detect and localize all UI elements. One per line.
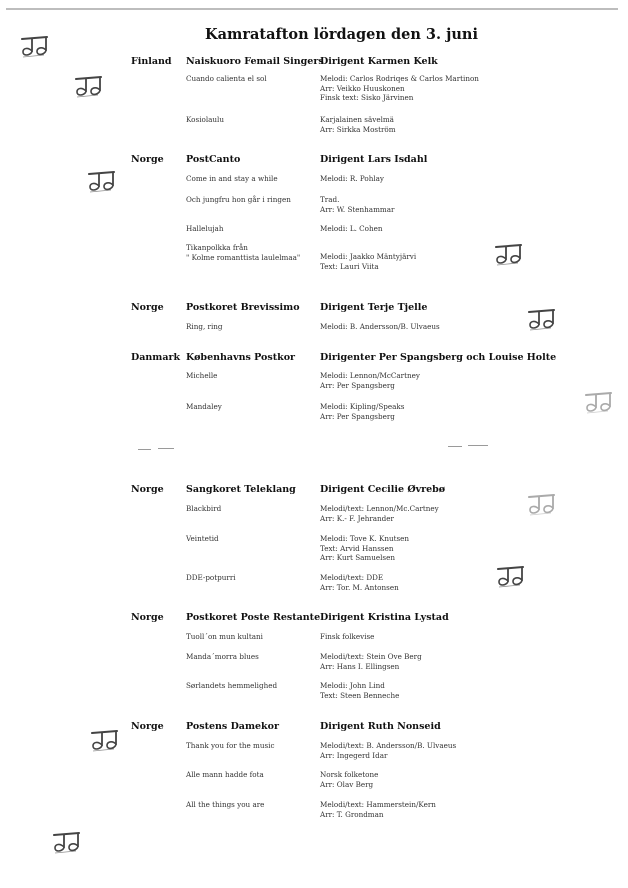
dirigent-name: Dirigent Ruth Nonseid [320,721,441,732]
song-title: Manda´morra blues [186,652,259,661]
country-label: Norge [131,612,164,623]
music-note-icon [90,730,120,752]
song-title: Come in and stay a while [186,174,278,183]
song-credits: Melodi: Carlos Rodriqes & Carlos Martinon Arr: Veikko Huuskonen Finsk text: Sisko Järvinen [320,74,479,102]
song-credits: Finsk folkevise [320,632,375,641]
choir-name: Postkoret Poste Restante [186,612,321,623]
song-credits: Melodi: Kipling/Speaks Arr: Per Spangsberg [320,402,405,421]
song-title: Tikanpolkka från " Kolme romanttista laulelmaa" [186,243,301,262]
top-rule [6,8,618,10]
song-title: Kosiolaulu [186,115,224,124]
country-label: Danmark [131,352,181,363]
music-note-icon [496,566,526,588]
song-title: Michelle [186,371,218,380]
song-title: DDE-potpurri [186,573,236,582]
music-note-icon [74,76,104,98]
country-label: Finland [131,56,172,67]
song-title: Cuando calienta el sol [186,74,267,83]
choir-name: Postens Damekor [186,721,279,732]
song-credits: Melodi/text: Lennon/Mc.Cartney Arr: K.- F. Jehrander [320,504,439,523]
song-credits: Melodi: Tove K. Knutsen Text: Arvid Hanssen Arr: Kurt Samuelsen [320,534,410,562]
country-label: Norge [131,484,164,495]
song-title: Mandaley [186,402,222,411]
choir-name: Naiskuoro Femail Singers [186,56,324,67]
dirigent-name: Dirigent Lars Isdahl [320,154,428,165]
song-credits: Melodi/text: Hammerstein/Kern Arr: T. Grondman [320,800,436,819]
dirigent-name: Dirigenter Per Spangsberg och Louise Holte [320,352,557,363]
choir-name: PostCanto [186,154,241,165]
choir-name: Københavns Postkor [186,352,296,363]
separator-dash [448,446,462,447]
dirigent-name: Dirigent Cecilie Øvrebø [320,484,446,495]
song-title: Ring, ring [186,322,223,331]
song-credits: Melodi: Jaakko Mäntyjärvi Text: Lauri Viita [320,252,417,271]
music-note-icon [494,244,524,266]
song-title: Och jungfru hon går i ringen [186,195,291,204]
choir-name: Postkoret Brevissimo [186,302,300,313]
country-label: Norge [131,302,164,313]
song-credits: Melodi: R. Pohlay [320,174,384,183]
song-credits: Melodi/text: Stein Ove Berg Arr: Hans I. Ellingsen [320,652,422,671]
song-credits: Trad. Arr: W. Stenhammar [320,195,395,214]
music-note-icon [527,309,557,331]
music-note-icon [20,36,50,58]
song-title: Alle mann hadde fota [186,770,264,779]
dirigent-name: Dirigent Kristina Lystad [320,612,449,623]
separator-dash [468,445,488,446]
song-title: Sørlandets hemmelighed [186,681,278,690]
separator-dash [158,448,174,449]
country-label: Norge [131,154,164,165]
dirigent-name: Dirigent Terje Tjelle [320,302,428,313]
song-credits: Norsk folketone Arr: Olav Berg [320,770,379,789]
country-label: Norge [131,721,164,732]
music-note-icon [584,392,614,414]
song-credits: Melodi: Lennon/McCartney Arr: Per Spangsberg [320,371,420,390]
song-credits: Melodi: John Lind Text: Steen Benneche [320,681,400,700]
song-credits: Melodi: B. Andersson/B. Ulvaeus [320,322,440,331]
music-note-icon [52,832,82,854]
song-title: Thank you for the music [186,741,275,750]
song-title: All the things you are [186,800,265,809]
song-credits: Melodi/text: B. Andersson/B. Ulvaeus Arr: Ingegerd Idar [320,741,457,760]
song-title: Blackbird [186,504,222,513]
song-title: Tuoll´on mun kultani [186,632,263,641]
song-title: Veintetid [186,534,219,543]
music-note-icon [87,171,117,193]
song-credits: Melodi: L. Cohen [320,224,383,233]
dirigent-name: Dirigent Karmen Kelk [320,56,438,67]
separator-dash [138,449,151,450]
page-title: Kamratafton lördagen den 3. juni [205,26,478,43]
song-title: Hallelujah [186,224,224,233]
music-note-icon [527,494,557,516]
song-credits: Karjalainen sävelmä Arr: Sirkka Moström [320,115,396,134]
song-credits: Melodi/text: DDE Arr: Tor. M. Antonsen [320,573,399,592]
choir-name: Sangkoret Teleklang [186,484,296,495]
